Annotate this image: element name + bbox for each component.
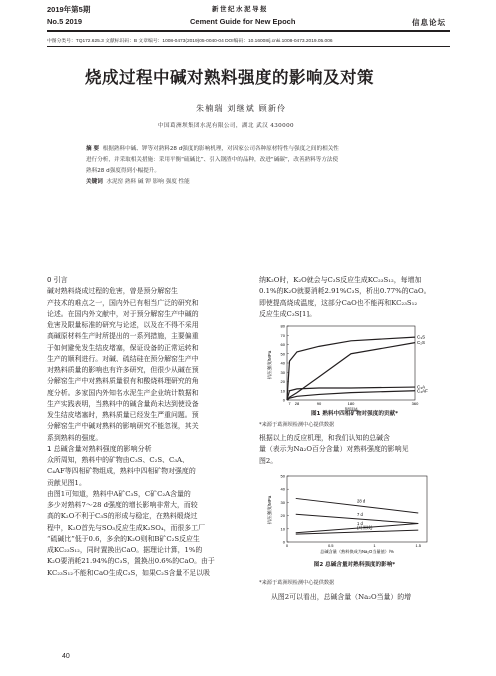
figure2-chart	[259, 470, 450, 554]
y-tick-label: 0	[282, 397, 285, 403]
text-line: 成KC₂₃S₁₂，同时置换出CaO。据理论计算，1%的	[47, 546, 203, 554]
text-line: 图2。	[259, 456, 278, 465]
header-rule	[47, 30, 450, 32]
figure1-chart	[259, 320, 450, 412]
y-tick-label: 50	[280, 351, 285, 357]
y-tick-label: 0	[282, 539, 285, 545]
intro-body	[47, 286, 242, 444]
x-tick-label: 28	[294, 401, 300, 406]
text-line: 众所周知，熟料中的矿物由C₃S、C₂S、C₃A、	[47, 456, 189, 464]
issue-cn: 2019年第5期	[47, 5, 91, 14]
y-tick-label: 10	[280, 388, 285, 394]
series-label: 7 d	[357, 511, 363, 517]
text-line: 多少对熟料7～28 d强度的增长影响非常大，而较	[47, 501, 198, 509]
text-line: 即使提高烧成温度，这部分CaO也不能再和KC₂₃S₁₂	[259, 298, 418, 307]
y-axis-label: 抗压强度/MPa	[267, 350, 272, 380]
text-line: 分解窑生产中碱对熟料的影响研究不能忽视，其关	[47, 422, 199, 431]
x-tick-label: 0	[285, 543, 289, 548]
authors: 朱楠瑞 刘继斌 顾新伶	[196, 104, 287, 113]
text-line: 分解窑生产中对熟料质量很有和酸烧料理研究的角	[47, 377, 199, 386]
right-column-top	[259, 275, 450, 320]
text-line: 程中，K₂O首先与SO₃反应生成K₂SO₄，而很多工厂	[47, 523, 205, 532]
series-label: 28 d	[357, 498, 366, 504]
text-line: 于如何避免发生结皮堵塞，保证设备的正常运转和	[47, 343, 199, 352]
y-tick-label: 70	[280, 332, 285, 338]
issue-en: No.5 2019	[47, 17, 83, 26]
series-label: C₃S	[417, 334, 426, 340]
y-axis-label: 抗压强度/MPa	[267, 495, 272, 525]
keywords: 水泥窑 熟料 碱 钾 影响 强度 性能	[106, 179, 190, 185]
page-number: 40	[62, 653, 70, 660]
text-line: 反应生成C₃S[1]。	[259, 309, 316, 318]
right-column-middle	[259, 433, 450, 467]
meta-rule	[47, 46, 450, 47]
series-label: C₂S	[417, 340, 425, 346]
x-tick-label: 90	[316, 401, 322, 406]
figure2-note: *来源于葛洲坝检测中心提供数据	[259, 580, 335, 586]
abstract-line: 进行分析，并采取相关措施：采用平衡“硫碱比”、引入钢渣中的品种，改进“碱碳”，改善熟料等方法使	[86, 157, 339, 163]
text-line: 由图1可知道，熟料中A矿C₃S，C矿C₂A含量的	[47, 489, 191, 498]
y-tick-label: 60	[280, 342, 285, 347]
section1-body	[47, 455, 242, 579]
text-line: C₄AF等四相矿物组成，熟料中四相矿物对强度的	[47, 467, 196, 476]
left-column	[47, 275, 242, 579]
text-line: 生产的顺利进行。对碱、硫结硅在预分解窑生产中	[47, 354, 199, 363]
x-tick-label: 7	[288, 401, 291, 406]
y-tick-label: 20	[280, 379, 285, 384]
text-line: 发生结皮堵塞时，熟料质量已经发生严重问题。预	[47, 411, 199, 419]
section1-heading: 1 总碱含量对熟料强度的影响分析	[47, 444, 152, 453]
journal-en: Cement Guide for New Epoch	[190, 17, 296, 26]
text-line: 度分析。多家国内外知名水泥生产企业统计数据和	[47, 388, 199, 397]
x-tick-label: 180	[347, 401, 355, 406]
text-line: 高的K₂O不利于C₃S的形成与稳定，在熟料煅烧过	[47, 512, 198, 521]
x-axis-label: 时间/d	[344, 407, 358, 412]
y-tick-label: 40	[280, 486, 285, 492]
series-label: (对照线)	[357, 525, 373, 531]
text-line: 高碱原材料生产时所提出的一系列措施，主要偏重	[47, 332, 199, 341]
abstract-label: 摘 要	[86, 146, 100, 152]
text-line: 碱对熟料烧成过程的危害，曾是预分解窑生	[47, 287, 178, 296]
affiliation: 中国葛洲坝集团水泥有限公司，湖北 武汉 430000	[158, 123, 294, 129]
x-tick-label: 1	[373, 543, 376, 548]
y-tick-label: 50	[280, 473, 285, 479]
x-tick-label: 0.5	[327, 543, 334, 548]
text-line: 贡献见图1。	[47, 478, 86, 487]
text-line: KC₂₃S₁₂不能和CaO生成C₃S，如果C₂S含量不足以吸	[47, 568, 211, 577]
x-tick-label: 360	[411, 401, 419, 406]
right-column-bottom: 从图2可以看出，总碱含量（Na₂O当量）的增	[271, 593, 412, 601]
text-line: K₂O要消耗21.94%的C₃S，置换出0.6%的CaO。由于	[47, 557, 215, 566]
abstract-line: 根据熟料中碱、钾等对熟料28 d强度的影响机理，对因家公司各种原材特性与强度之间的相关性	[102, 146, 339, 152]
y-tick-label: 10	[280, 526, 285, 532]
text-line: 生产实践表明，当熟料中的碱含量尚未达到使设备	[47, 399, 199, 408]
text-line: 危害及限量标准的研究与论述，以及在不得不采用	[47, 321, 199, 329]
series-line	[287, 391, 415, 400]
series-line	[287, 387, 415, 400]
journal-cn: 新世纪水泥导报	[212, 5, 268, 13]
y-tick-label: 80	[280, 323, 285, 329]
y-tick-label: 40	[280, 360, 285, 366]
abstract-line: 熟料28 d强度得到小幅提升。	[86, 168, 160, 174]
text-line: 量（表示为Na₂O百分含量）对熟料强度的影响见	[259, 445, 409, 454]
y-tick-label: 30	[280, 499, 285, 505]
figure1-note: *来源于葛洲坝检测中心提供数据	[259, 422, 335, 428]
text-line: 对熟料质量的影响也有许多研究，但很少从碱在预	[47, 366, 199, 374]
series-label: 1 d	[357, 521, 363, 527]
article-title: 烧成过程中碱对熟料强度的影响及对策	[85, 68, 374, 87]
text-line: 产技术的难点之一，国内外已有相当广泛的研究和	[47, 298, 199, 307]
text-line: 系到熟料的强度。	[47, 433, 103, 442]
figure2-caption: 图2 总碱含量对熟料强度的影响*	[313, 562, 396, 568]
series-label: C₄AF	[417, 388, 428, 394]
keywords-label: 关键词	[86, 179, 103, 185]
figure1-caption: 图1 熟料中四相矿物对强度的贡献*	[310, 411, 399, 417]
y-tick-label: 20	[280, 513, 285, 519]
text-line: “硫碱比”低于0.6，多余的K₂O则和B矿C₂S反应生	[47, 534, 200, 543]
classification-meta: 中图分类号：TQ172.625.3 文献标识码：B 文章编号：1008-0473(2019)05-0040-04 DOI编码：10.16008/j.cnki.1008-0473.2019.05.006	[47, 39, 333, 44]
x-tick-label: 1.5	[415, 543, 422, 548]
series-label: C₃A	[417, 384, 426, 390]
series-line	[296, 530, 419, 534]
column-name: 信息论坛	[412, 18, 446, 27]
intro-heading: 0 引言	[47, 276, 68, 284]
text-line: 论述。在国内外文献中，对于预分解窑生产中碱的	[47, 309, 199, 318]
text-line: 根据以上的反应机理，和我们认知的总碱含	[259, 434, 390, 442]
text-line: 0.1%的K₂O就要消耗2.91%C₃S，析出0.77%的CaO。	[259, 287, 431, 296]
text-line: 纳K₂O时，K₂O就会与C₃S反应生成KC₂₃S₁₂，每增加	[259, 276, 422, 284]
abstract	[86, 144, 426, 188]
x-axis-label: 总碱含量（熟料换成为Na₂O当量值）/%	[320, 549, 394, 554]
y-tick-label: 30	[280, 369, 285, 375]
